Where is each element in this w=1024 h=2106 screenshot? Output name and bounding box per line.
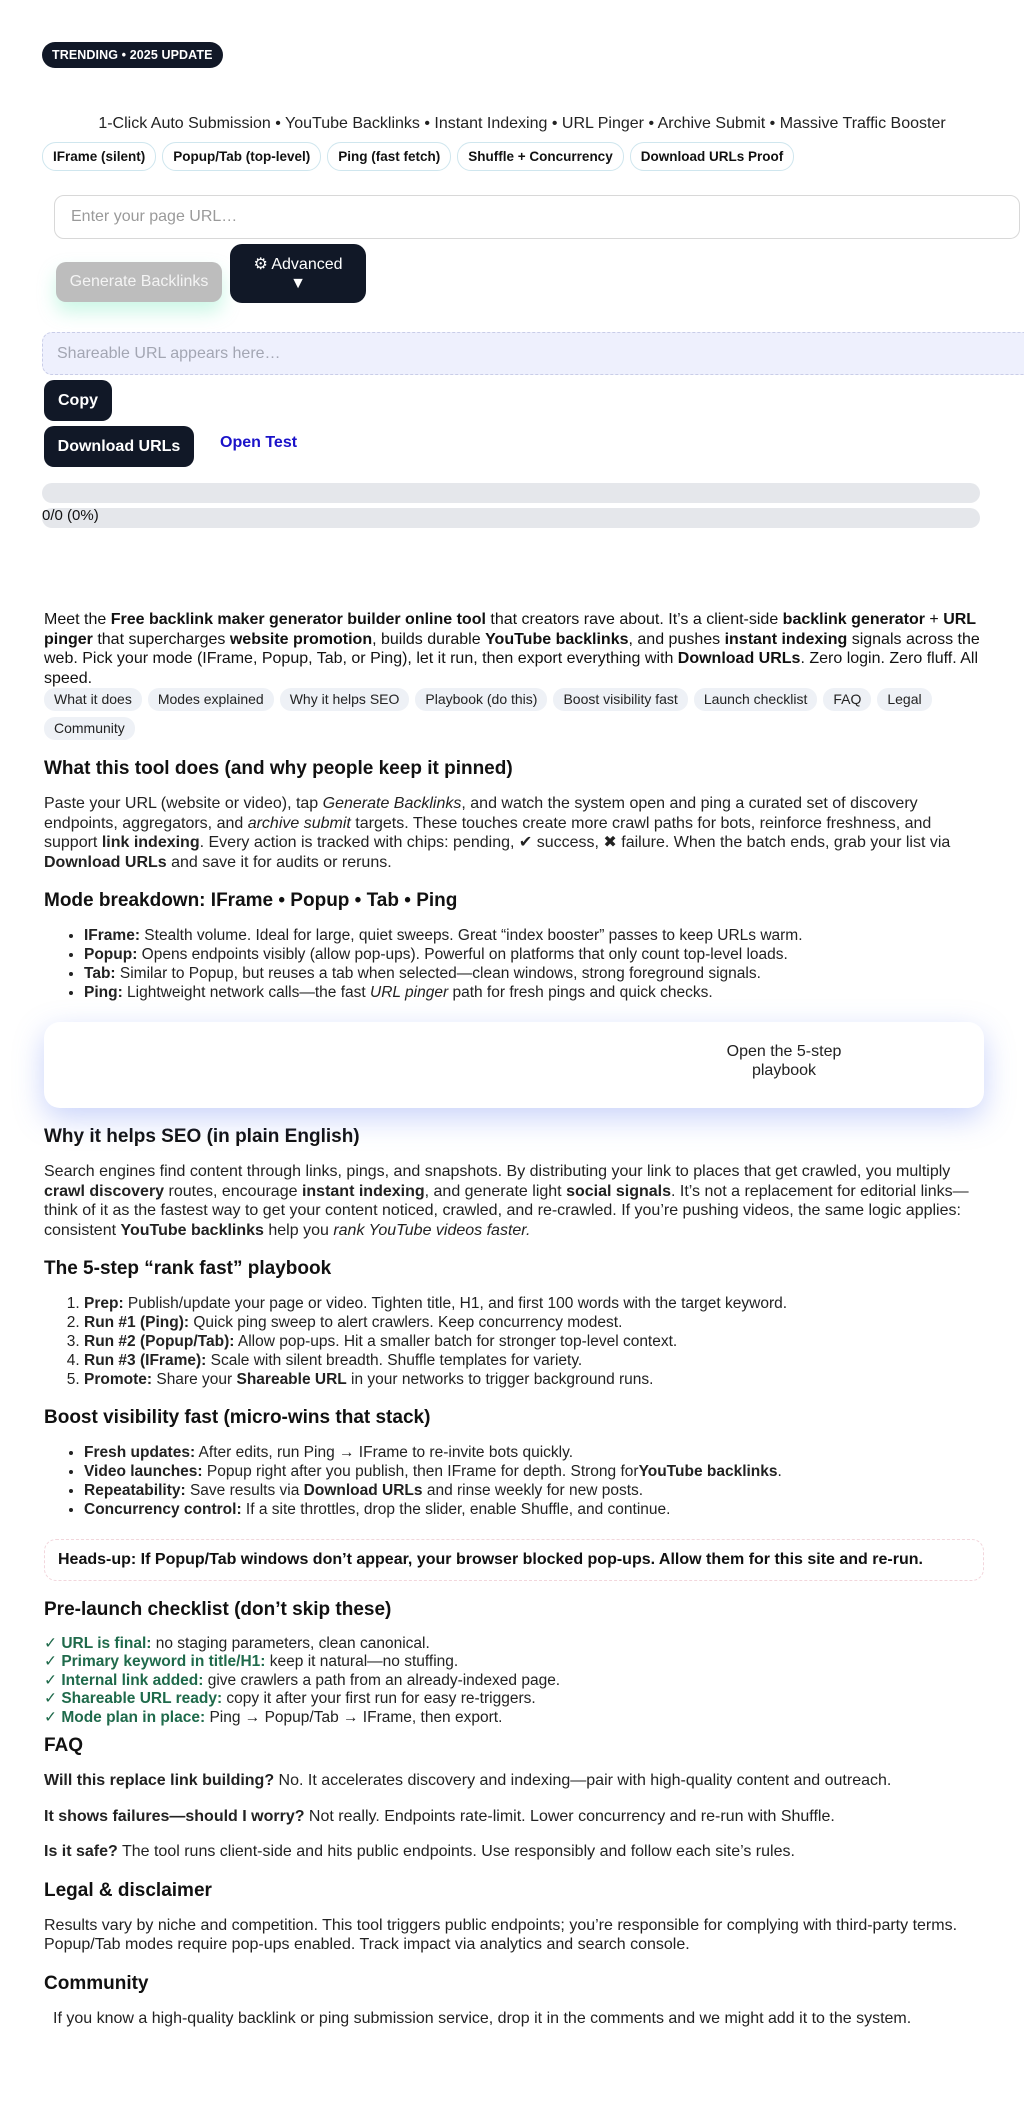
feature-chip-download-proof: Download URLs Proof (630, 142, 795, 171)
open-playbook-card[interactable] (44, 1022, 984, 1108)
progress-text: 0/0 (0%) (42, 507, 99, 524)
list-item (84, 1443, 984, 1462)
faq-item (44, 1807, 984, 1827)
list-item (84, 1294, 984, 1313)
check-icon: ✓ (44, 1708, 57, 1726)
progress-bar-secondary (42, 508, 980, 528)
faq-list (44, 1771, 984, 1862)
list-item (84, 926, 984, 945)
faq-answer: The tool runs client-side and hits public endpoints. Use responsibly and follow each site’s rules. (117, 1843, 795, 1861)
seo-text: help you (263, 1221, 334, 1239)
toc-link-seo[interactable]: Why it helps SEO (280, 688, 410, 711)
section-title-checklist: Pre-launch checklist (don’t skip these) (44, 1598, 392, 1620)
faq-item (44, 1771, 984, 1791)
what-bold: link indexing (101, 834, 200, 851)
section-title-what: What this tool does (and why people keep it pinned) (44, 758, 513, 779)
list-item (84, 983, 984, 1002)
item-text: Opens endpoints visibly (allow pop-ups). Powerful on platforms that only count top-level loads. (137, 946, 788, 963)
toc-link-community[interactable]: Community (44, 717, 135, 740)
section-title-community: Community (44, 1972, 149, 1994)
item-text: Lightweight network calls—the fast (122, 984, 371, 1001)
seo-bold: crawl discovery (44, 1182, 165, 1200)
section-title-playbook: The 5-step “rank fast” playbook (44, 1258, 332, 1279)
shareable-url-input[interactable] (42, 332, 1024, 375)
list-item (84, 1313, 984, 1332)
toc-link-playbook[interactable]: Playbook (do this) (415, 688, 547, 711)
item-text: . (777, 1463, 782, 1480)
section-title-faq: FAQ (44, 1735, 84, 1757)
toc-link-boost[interactable]: Boost visibility fast (553, 688, 687, 711)
intro-text: + (924, 611, 944, 628)
chevron-down-icon: ▼ (290, 275, 306, 292)
check-icon: ✓ (44, 1653, 57, 1671)
advanced-label: ⚙ Advanced (253, 256, 343, 273)
step-text: in your networks to trigger background runs. (346, 1371, 654, 1388)
checklist-label: Primary keyword in title/H1: (61, 1653, 266, 1671)
what-bold: Download URLs (44, 853, 167, 871)
generate-backlinks-button[interactable]: Generate Backlinks (56, 262, 222, 302)
item-text: After edits, run Ping → IFrame to re-invite bots quickly. (195, 1444, 573, 1461)
list-item (84, 1500, 984, 1519)
list-item (84, 1351, 984, 1370)
checklist-text: give crawlers a path from an already-indexed page. (203, 1671, 561, 1689)
list-item (84, 945, 984, 964)
checklist-item (44, 1653, 984, 1672)
intro-bold: Free backlink maker generator builder online tool (110, 611, 486, 628)
checklist-item (44, 1709, 984, 1728)
checklist-text: copy it after your first run for easy re-triggers. (222, 1690, 536, 1708)
seo-bold: social signals (566, 1182, 671, 1200)
seo-text: , and generate light (424, 1182, 567, 1200)
checklist-label: Shareable URL ready: (61, 1690, 223, 1708)
item-label: Repeatability: (84, 1482, 186, 1499)
feature-chip-popup-tab: Popup/Tab (top-level) (162, 142, 321, 171)
faq-answer: No. It accelerates discovery and indexing—pair with high-quality content and outreach. (274, 1772, 892, 1790)
popup-warning-callout: Heads-up: If Popup/Tab windows don’t appear, your browser blocked pop-ups. Allow them for this site and re-run. (44, 1539, 984, 1581)
copy-button[interactable]: Copy (44, 380, 112, 421)
section-title-legal: Legal & disclaimer (44, 1879, 212, 1901)
checklist-text: no staging parameters, clean canonical. (151, 1634, 430, 1652)
download-urls-button[interactable]: Download URLs (44, 426, 194, 467)
step-label: Prep: (84, 1295, 124, 1312)
intro-bold: Download URLs (677, 650, 801, 667)
intro-text: that supercharges (92, 630, 230, 648)
item-bold: Download URLs (303, 1482, 423, 1499)
checklist-label: URL is final: (61, 1634, 152, 1652)
community-paragraph: If you know a high-quality backlink or ping submission service, drop it in the comments and we might add it to the system. (53, 2009, 912, 2027)
toc-link-checklist[interactable]: Launch checklist (694, 688, 818, 711)
checklist-item (44, 1635, 984, 1654)
item-label: Ping: (84, 984, 123, 1001)
item-label: Popup: (84, 946, 138, 963)
faq-question: Is it safe? (44, 1843, 118, 1861)
faq-question: It shows failures—should I worry? (44, 1807, 305, 1825)
checklist-label: Mode plan in place: (61, 1708, 206, 1726)
list-item (84, 1370, 984, 1389)
intro-bold: URL pinger (44, 611, 976, 648)
intro-bold: website promotion (229, 630, 373, 648)
seo-paragraph (44, 1162, 984, 1240)
table-of-contents (44, 688, 984, 740)
item-text: Stealth volume. Ideal for large, quiet sweeps. Great “index booster” passes to keep URLs warm. (140, 927, 803, 944)
page-url-input[interactable] (54, 195, 1020, 239)
playbook-steps (44, 1294, 984, 1389)
item-label: Fresh updates: (84, 1444, 196, 1461)
item-text: Similar to Popup, but reuses a tab when selected—clean windows, strong foreground signals. (115, 965, 761, 982)
check-icon: ✓ (44, 1634, 57, 1652)
item-label: Tab: (84, 965, 116, 982)
step-label: Run #1 (Ping): (84, 1314, 190, 1331)
faq-question: Will this replace link building? (44, 1772, 275, 1790)
item-italic: URL pinger (370, 984, 449, 1001)
intro-text: , and pushes (628, 630, 725, 648)
seo-text: Search engines find content through links, pings, and snapshots. By distributing your link to places that get crawled, you multiply (44, 1163, 951, 1180)
checklist (44, 1635, 984, 1728)
what-paragraph (44, 794, 984, 872)
feature-chip-ping: Ping (fast fetch) (327, 142, 451, 171)
item-text: path for fresh pings and quick checks. (448, 984, 713, 1001)
check-icon: ✓ (44, 1690, 57, 1708)
item-label: IFrame: (84, 927, 140, 944)
intro-bold: YouTube backlinks (485, 630, 629, 648)
item-text: Save results via (185, 1482, 304, 1499)
intro-text: Meet the (44, 611, 111, 628)
section-title-modes: Mode breakdown: IFrame • Popup • Tab • Ping (44, 890, 458, 911)
checklist-text: Ping → Popup/Tab → IFrame, then export. (205, 1708, 503, 1726)
checklist-item (44, 1690, 984, 1709)
step-label: Promote: (84, 1371, 153, 1388)
what-text: Paste your URL (website or video), tap (44, 795, 323, 812)
item-text: If a site throttles, drop the slider, enable Shuffle, and continue. (241, 1501, 671, 1518)
checklist-label: Internal link added: (61, 1671, 204, 1689)
list-item (84, 1462, 984, 1481)
advanced-toggle-button[interactable] (230, 244, 366, 303)
feature-chip-iframe: IFrame (silent) (42, 142, 156, 171)
open-test-link[interactable]: Open Test (220, 434, 298, 451)
section-title-seo: Why it helps SEO (in plain English) (44, 1126, 360, 1147)
section-title-boost: Boost visibility fast (micro-wins that stack) (44, 1407, 431, 1428)
list-item (84, 964, 984, 983)
intro-text: . Zero login. Zero fluff. All speed. (44, 650, 979, 687)
what-text: and save it for audits or reruns. (166, 853, 392, 871)
what-text: targets. These touches create more crawl paths for bots, reinforce freshness, and support (44, 814, 932, 851)
seo-text: routes, encourage (164, 1182, 302, 1200)
open-playbook-label: Open the 5-step playbook (726, 1043, 842, 1079)
step-text: Scale with silent breadth. Shuffle templates for variety. (206, 1352, 583, 1369)
faq-item (44, 1842, 984, 1862)
progress-bar-primary (42, 483, 980, 503)
seo-italic: rank YouTube videos faster. (333, 1221, 531, 1239)
toc-link-modes[interactable]: Modes explained (148, 688, 274, 711)
what-italic: archive submit (247, 814, 351, 832)
item-text: and rinse weekly for new posts. (422, 1482, 644, 1499)
modes-list (44, 926, 984, 1002)
step-text: Allow pop-ups. Hit a smaller batch for stronger top-level context. (234, 1333, 678, 1350)
item-label: Concurrency control: (84, 1501, 242, 1518)
intro-paragraph (44, 610, 984, 688)
boost-list (44, 1443, 984, 1519)
article (44, 610, 984, 2028)
toc-link-legal[interactable]: Legal (877, 688, 931, 711)
checklist-item (44, 1672, 984, 1691)
what-text: , and watch the system open and ping a curated set of discovery endpoints, aggregators, and (44, 795, 918, 832)
what-italic: Generate Backlinks (322, 795, 462, 812)
toc-link-what-it-does[interactable]: What it does (44, 688, 142, 711)
step-text: Publish/update your page or video. Tighten title, H1, and first 100 words with the target keyword. (123, 1295, 788, 1312)
list-item (84, 1481, 984, 1500)
step-text: Share your (152, 1371, 237, 1388)
check-icon: ✓ (44, 1671, 57, 1689)
toc-link-faq[interactable]: FAQ (823, 688, 871, 711)
step-label: Run #3 (IFrame): (84, 1352, 207, 1369)
intro-bold: instant indexing (724, 630, 848, 648)
step-bold: Shareable URL (236, 1371, 347, 1388)
step-label: Run #2 (Popup/Tab): (84, 1333, 235, 1350)
intro-text: signals across the web. Pick your mode (IFrame, Popup, Tab, or Ping), let it run, then export everything with (44, 630, 980, 667)
seo-text: . It’s not a replacement for editorial links—think of it as the fastest way to get your content noticed, crawled, and re-crawled. If you’re pushing videos, the same logic applies: consistent (44, 1182, 969, 1239)
item-text: Popup right after you publish, then IFrame for depth. Strong for (202, 1463, 639, 1480)
item-label: Video launches: (84, 1463, 203, 1480)
legal-paragraph: Results vary by niche and competition. This tool triggers public endpoints; you’re responsible for complying with third-party terms. Popup/Tab modes require pop-ups enabled. Track impact via analytics and search console. (44, 1916, 958, 1954)
what-text: . Every action is tracked with chips: pending, ✔ success, ✖ failure. When the batch ends, grab your list via (199, 834, 951, 851)
item-bold: YouTube backlinks (638, 1463, 778, 1480)
trending-badge: TRENDING • 2025 UPDATE (42, 42, 223, 68)
seo-bold: instant indexing (301, 1182, 425, 1200)
step-text: Quick ping sweep to alert crawlers. Keep concurrency modest. (189, 1314, 623, 1331)
faq-answer: Not really. Endpoints rate-limit. Lower concurrency and re-run with Shuffle. (304, 1807, 835, 1825)
intro-text: that creators rave about. It’s a client-side (485, 611, 783, 628)
intro-bold: backlink generator (782, 611, 925, 628)
list-item (84, 1332, 984, 1351)
seo-bold: YouTube backlinks (120, 1221, 264, 1239)
feature-chips (42, 142, 794, 171)
checklist-text: keep it natural—no stuffing. (265, 1653, 459, 1671)
intro-text: , builds durable (372, 630, 486, 648)
tagline: 1-Click Auto Submission • YouTube Backlinks • Instant Indexing • URL Pinger • Archive Submit • Massive Traffic Booster (98, 115, 946, 132)
feature-chip-shuffle: Shuffle + Concurrency (457, 142, 623, 171)
